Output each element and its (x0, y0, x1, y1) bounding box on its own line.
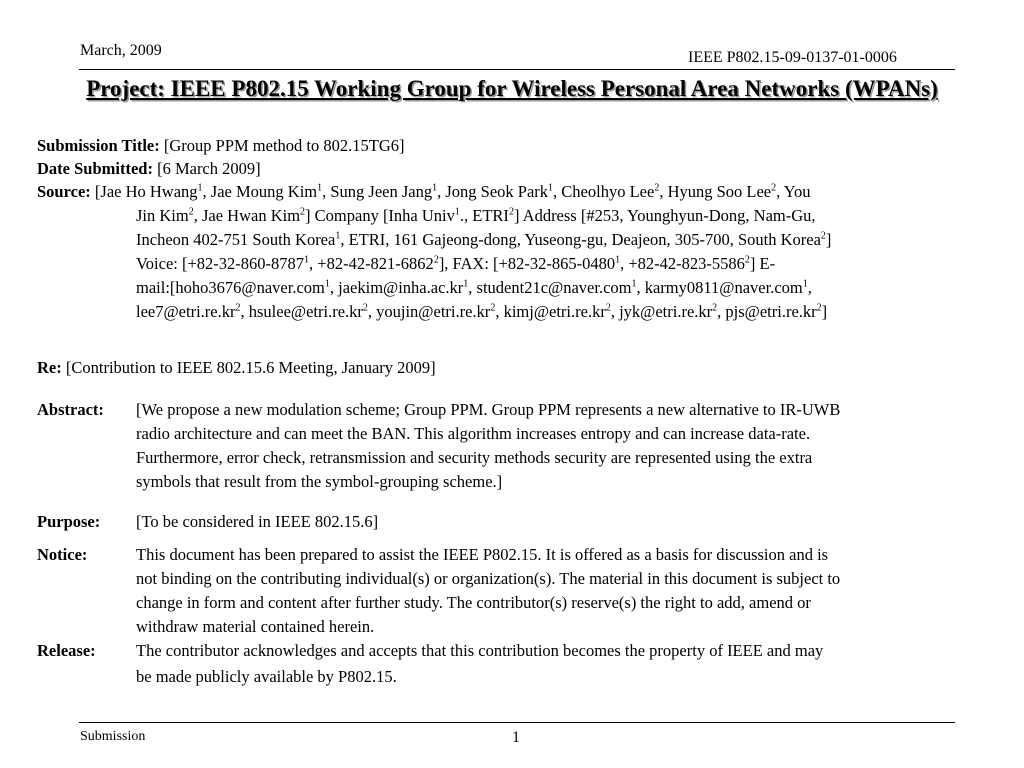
footer-rule (79, 722, 955, 723)
source-label: Source: (37, 182, 91, 201)
notice-label: Notice: (37, 545, 88, 564)
date-submitted-line (37, 159, 261, 179)
footer-submission: Submission (80, 729, 146, 744)
header-rule (79, 69, 955, 70)
release-line-1: The contributor acknowledges and accepts that this contribution becomes the property of IEEE and may (136, 641, 824, 660)
release-line-2: be made publicly available by P802.15. (136, 667, 397, 686)
source-line-4: Voice: [$+82-32-860-8787^1$, $+82-42-821-6862^2$], FAX: [$+82-32-865-0480^1$, $+82-42-823-5586^2$] E- (136, 254, 776, 273)
abstract-line-4: symbols that result from the symbol-grouping scheme.] (136, 472, 503, 491)
abstract-line-1: [We propose a new modulation scheme; Group PPM. Group PPM represents a new alternative to IR-UWB (136, 400, 841, 419)
source-line-3: Incheon 402-751 South Korea$^1$, ETRI, 161 Gajeong-dong, Yuseong-gu, Deajeon, 305-700, South Korea$^2$] (136, 230, 832, 249)
notice-line-2: not binding on the contributing individual(s) or organization(s). The material in this document is subject to (136, 569, 841, 588)
abstract-line-3: Furthermore, error check, retransmission and security methods security are represented using the extra (136, 448, 813, 467)
page-number: 1 (512, 729, 520, 746)
re-value: [Contribution to IEEE 802.15.6 Meeting, January 2009] (61, 358, 436, 377)
project-title: Project: IEEE P802.15 Working Group for Wireless Personal Area Networks (WPANs) (86, 76, 938, 101)
purpose-value: [To be considered in IEEE 802.15.6] (136, 512, 379, 531)
purpose-label: Purpose: (37, 512, 101, 531)
re-line (37, 358, 436, 378)
re-label: Re: (37, 358, 62, 377)
header-doc-number: IEEE P802.15-09-0137-01-0006 (688, 49, 897, 66)
source-line-6: $lee7@etri.re.kr^2$, $hsulee@etri.re.kr^2$, $youjin@etri.re.kr^2$, $kimj@etri.re.kr^2$, $jyk@etri.re.kr^2$, $pjs@etri.re.kr^2$] (136, 302, 828, 321)
submission-title-line (37, 136, 404, 156)
abstract-label: Abstract: (37, 400, 104, 419)
source-line-1: Source: [Jae Ho Hwang$^1$, Jae Moung Kim$^1$, Sung Jeen Jang$^1$, Jong Seok Park$^1$, Cheolhyo Lee$^2$, Hyung Soo Lee$^2$, You (37, 182, 811, 201)
release-label: Release: (37, 641, 96, 660)
notice-line-1: This document has been prepared to assist the IEEE P802.15. It is offered as a basis for discussion and is (136, 545, 829, 564)
source-line-2: Jin Kim$^2$, Jae Hwan Kim$^2$] Company [Inha Univ$^1$., ETRI$^2$] Address [#253, Younghyun-Dong, Nam-Gu, (136, 206, 816, 225)
header-date: March, 2009 (80, 42, 162, 59)
notice-line-3: change in form and content after further study. The contributor(s) reserve(s) the right to add, amend or (136, 593, 811, 612)
source-line-5: mail:[hoho3676@naver.com$^1$, $jaekim@inha.ac.kr^1$, student21c@naver.com$^1$, karmy0811@naver.com$^1$, (136, 278, 812, 297)
notice-line-4: withdraw material contained herein. (136, 617, 375, 636)
submission-title-value: [Group PPM method to 802.15TG6] (159, 136, 405, 155)
submission-title-label: Submission Title: (37, 136, 160, 155)
date-submitted-label: Date Submitted: (37, 159, 153, 178)
abstract-line-2: radio architecture and can meet the BAN. This algorithm increases entropy and can increase data-rate. (136, 424, 811, 443)
date-submitted-value: [6 March 2009] (152, 159, 261, 178)
